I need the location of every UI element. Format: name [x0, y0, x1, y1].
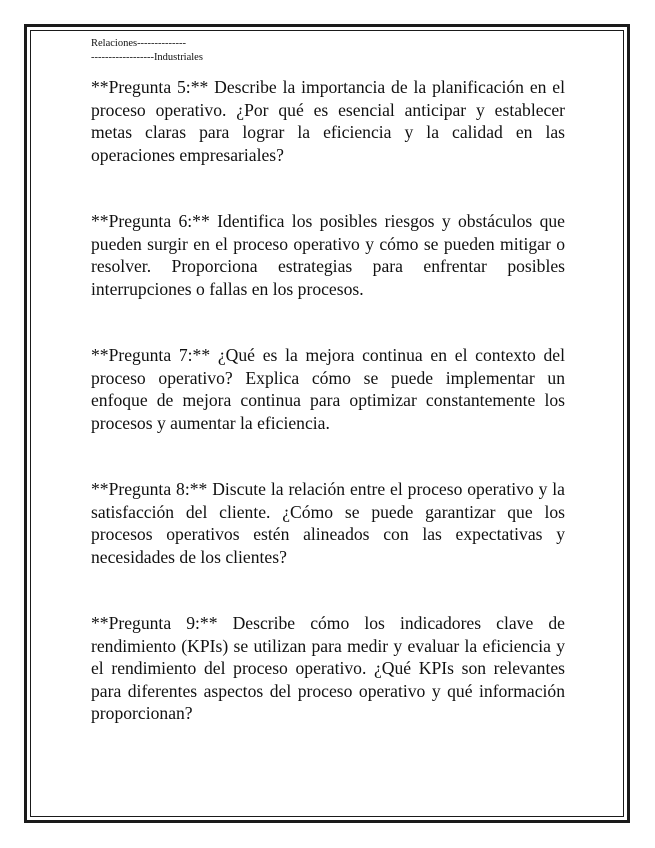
question-7: **Pregunta 7:** ¿Qué es la mejora continua en el contexto del proceso operativo? Explica cómo se puede implementar un enfoque de mejora continua para optimizar constantemente los procesos y aumentar la eficiencia.	[91, 345, 565, 433]
spacer	[91, 568, 565, 612]
spacer	[91, 300, 565, 344]
question-8: **Pregunta 8:** Discute la relación entre el proceso operativo y la satisfacción del cliente. ¿Cómo se puede garantizar que los procesos operativos estén alineados con las expectativas y necesidades de los clientes?	[91, 479, 565, 567]
spacer	[91, 166, 565, 210]
question-6: **Pregunta 6:** Identifica los posibles riesgos y obstáculos que pueden surgir en el proceso operativo y cómo se pueden mitigar o resolver. Proporciona estrategias para enfrentar posibles interrupciones o fallas en los procesos.	[91, 211, 565, 299]
header-line-industriales: ------------------Industriales	[91, 52, 203, 63]
question-5: **Pregunta 5:** Describe la importancia de la planificación en el proceso operativo. ¿Por qué es esencial anticipar y establecer metas claras para lograr la eficiencia y la calidad en las operaciones empresariales?	[91, 77, 565, 165]
spacer	[91, 434, 565, 478]
questions-list	[91, 76, 565, 725]
question-9: **Pregunta 9:** Describe cómo los indicadores clave de rendimiento (KPIs) se utilizan para medir y evaluar la eficiencia y el rendimiento del proceso operativo. ¿Qué KPIs son relevantes para diferentes aspectos del proceso operativo y qué información proporcionan?	[91, 613, 565, 723]
header-line-relaciones: Relaciones--------------	[91, 38, 187, 49]
page-header	[91, 37, 203, 65]
